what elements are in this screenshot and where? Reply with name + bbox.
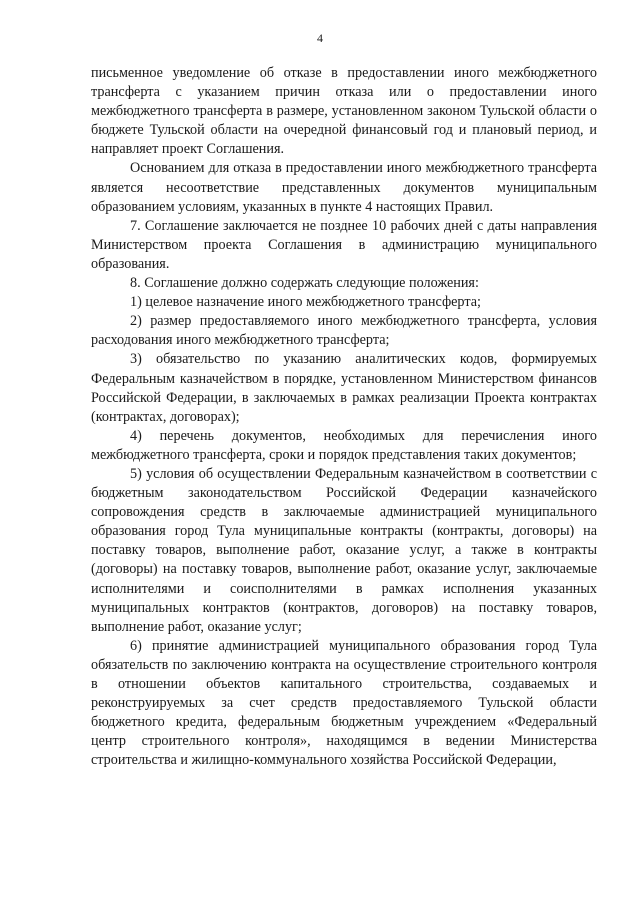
document-body [91, 64, 597, 770]
list-item-5: 5) условия об осуществлении Федеральным казначейством в соответствии с бюджетным законодательством Российской Федерации казначейского сопровождения средств в заключаемые администрацией муниципального образования город Тула муниципальные контракты (контракты, договоры) на поставку товаров, выполнение работ, оказание услуг, а также в контракты (договоры) на поставку товаров, выполнение работ, оказание услуг, заключаемые исполнителями и соисполнителями в рамках исполнения указанных муниципальных контрактов (контрактов, договоров) на поставку товаров, выполнение работ, оказание услуг; [91, 465, 597, 635]
list-item-6: 6) принятие администрацией муниципального образования город Тула обязательств по заключению контракта на осуществление строительного контроля в отношении объектов капитального строительства, создаваемых и реконструируемых за счет средств предоставляемого Тульской области бюджетного кредита, федеральным бюджетным учреждением «Федеральный центр строительного контроля», находящимся в ведении Министерства строительства и жилищно-коммунального хозяйства Российской Федерации, [91, 637, 597, 769]
list-item-1: 1) целевое назначение иного межбюджетного трансферта; [130, 294, 481, 311]
paragraph-item-8: 8. Соглашение должно содержать следующие положения: [130, 275, 479, 292]
paragraph-refusal-grounds: Основанием для отказа в предоставлении иного межбюджетного трансферта является несоответствие представленных документов муниципальным образованием условиям, указанных в пункте 4 настоящих Правил. [91, 160, 597, 215]
paragraph-item-7: 7. Соглашение заключается не позднее 10 рабочих дней с даты направления Министерством проекта Соглашения в администрацию муниципального образования. [91, 217, 597, 272]
page-number: 4 [317, 31, 323, 45]
paragraph-continuation: письменное уведомление об отказе в предоставлении иного межбюджетного трансферта с указанием причин отказа или о предоставлении иного межбюджетного трансферта в размере, установленном законом Тульской области о бюджете Тульской области на очередной финансовый год и плановый период, и направляет проект Соглашения. [91, 65, 597, 158]
list-item-3: 3) обязательство по указанию аналитических кодов, формируемых Федеральным казначейством в порядке, установленном Министерством финансов Российской Федерации, в заключаемых в рамках реализации Проекта контрактах (контрактах, договорах); [91, 351, 597, 425]
list-item-2: 2) размер предоставляемого иного межбюджетного трансферта, условия расходования иного межбюджетного трансферта; [91, 313, 597, 349]
list-item-4: 4) перечень документов, необходимых для перечисления иного межбюджетного трансферта, сроки и порядок представления таких документов; [91, 427, 597, 463]
